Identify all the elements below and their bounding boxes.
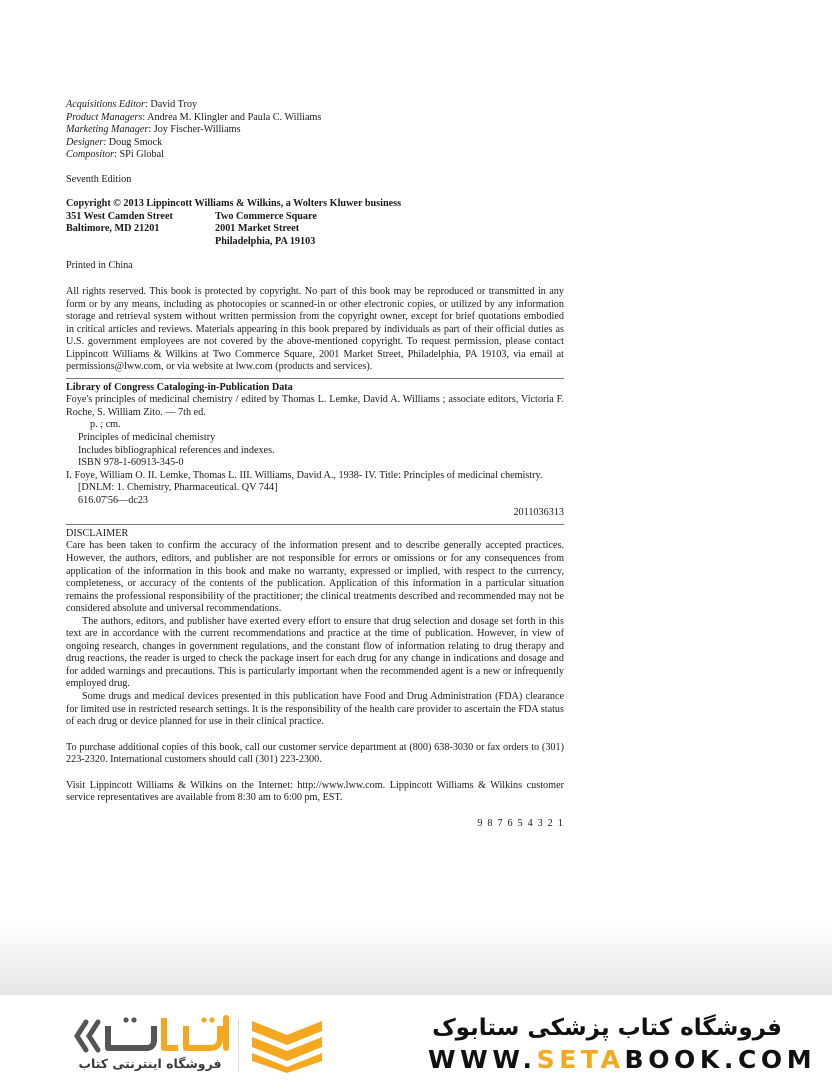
stacked-chevrons-icon (250, 1017, 324, 1073)
divider (66, 524, 564, 525)
credit-line: Compositor: SPi Global (66, 149, 164, 161)
store-title: فروشگاه کتاب پزشکی ستابوک (432, 1015, 782, 1041)
publisher-addresses (66, 211, 564, 249)
cip-subjects: I. Foye, William O. II. Lemke, Thomas L. III. Williams, David A., 1938- IV. Title: Principles of medicinal chemistry. (66, 469, 543, 481)
visit-info: Visit Lippincott Williams & Wilkins on the Internet: http://www.lww.com. Lippincott Williams & Wilkins customer service representatives are available from 8:30 am to 6:00 pm, EST. (66, 779, 564, 804)
printed-in: Printed in China (66, 260, 133, 272)
copyright-page (66, 99, 564, 830)
cip-line: Principles of medicinal chemistry (78, 432, 216, 444)
credits-block (66, 99, 564, 162)
disclaimer-heading: DISCLAIMER (66, 527, 129, 539)
disclaimer-paragraph: The authors, editors, and publisher have exerted every effort to ensure that drug selection and dosage set forth in this text are in accordance with the current recommendations and practice at the time of publication. However, in view of ongoing research, changes in government regulations, and the constant flow of information relating to drug therapy and drug reactions, the reader is urged to check the package insert for each drug for any change in indications and dosage and for added warnings and precautions. This is particularly important when the recommended agent is a new or infrequently employed drug. (66, 615, 564, 690)
disclaimer-paragraph: Care has been taken to confirm the accuracy of the information present and to describe generally accepted practices. However, the authors, editors, and publisher are not responsible for errors or omissions or for any consequences from application of the information in this book and make no warranty, expressed or implied, with respect to the currency, completeness, or accuracy of the contents of the publication. Application of this information in a particular situation remains the professional responsibility of the practitioner; the clinical treatments described and recommended may not be considered absolute and universal recommendations. (66, 540, 564, 615)
cip-block (66, 382, 564, 520)
logo-divider (238, 1019, 239, 1071)
rights-paragraph: All rights reserved. This book is protected by copyright. No part of this book may be reproduced or transmitted in any form or by any means, including as photocopies or scanned-in or other electronic copies, or utilized by any information storage and retrieval system without written permission from the copyright owner, except for brief quotations embodied in critical articles and reviews. Materials appearing in this book prepared by individuals as part of their official duties as U.S. government employees are not covered by the above-mentioned copyright. To request permission, please contact Lippincott Williams & Wilkins at Two Commerce Square, 2001 Market Street, Philadelphia, PA 19103, via email at permissions@lww.com, or via website at lww.com (products and services). (66, 286, 564, 373)
address-right: Two Commerce Square 2001 Market Street Philadelphia, PA 19103 (215, 210, 317, 247)
edition: Seventh Edition (66, 173, 132, 185)
cip-line: Includes bibliographical references and indexes. (78, 444, 275, 456)
cip-pages: p. ; cm. (90, 419, 121, 431)
address-left: 351 West Camden Street Baltimore, MD 21201 (66, 210, 173, 235)
store-banner (0, 921, 832, 1080)
setabook-wordmark-logo (74, 1014, 236, 1058)
cip-line: ISBN 978-1-60913-345-0 (78, 457, 184, 469)
disclaimer-paragraph: Some drugs and medical devices presented in this publication have Food and Drug Administration (FDA) clearance for limited use in restricted research settings. It is the responsibility of the health care provider to ascertain the FDA status of each drug or device planned for use in their clinical practice. (66, 690, 564, 728)
printing-line: 9 8 7 6 5 4 3 2 1 (477, 817, 564, 829)
credit-line: Marketing Manager: Joy Fischer-Williams (66, 124, 241, 136)
cip-number: 2011036313 (513, 507, 564, 519)
credit-line: Product Managers: Andrea M. Klingler and Paula C. Williams (66, 111, 322, 123)
cip-heading: Library of Congress Cataloging-in-Publication Data (66, 381, 293, 393)
divider (66, 378, 564, 379)
purchase-info: To purchase additional copies of this book, call our customer service department at (800) 638-3030 or fax orders to (301) 223-2320. International customers should call (301) 223-2300. (66, 741, 564, 766)
logo-subtitle: فروشگاه اینترنتی کتاب (78, 1056, 222, 1071)
cip-class: 616.07'56—dc23 (78, 494, 149, 506)
cip-entry: Foye's principles of medicinal chemistry / edited by Thomas L. Lemke, David A. Williams ; associate editors, Victoria F. Roche, S. William Zito. — 7th ed. (66, 394, 564, 418)
credit-line: Designer: Doug Smock (66, 136, 163, 148)
credit-line: Acquisitions Editor: David Troy (66, 99, 198, 110)
page-shadow (0, 921, 832, 995)
copyright-line: Copyright © 2013 Lippincott Williams & Wilkins, a Wolters Kluwer business (66, 198, 402, 210)
store-url[interactable]: WWW.SETABOOK.COM (428, 1045, 817, 1074)
disclaimer-block (66, 528, 564, 729)
banner-strip (0, 995, 832, 1080)
cip-dnlm: [DNLM: 1. Chemistry, Pharmaceutical. QV 744] (78, 482, 278, 494)
